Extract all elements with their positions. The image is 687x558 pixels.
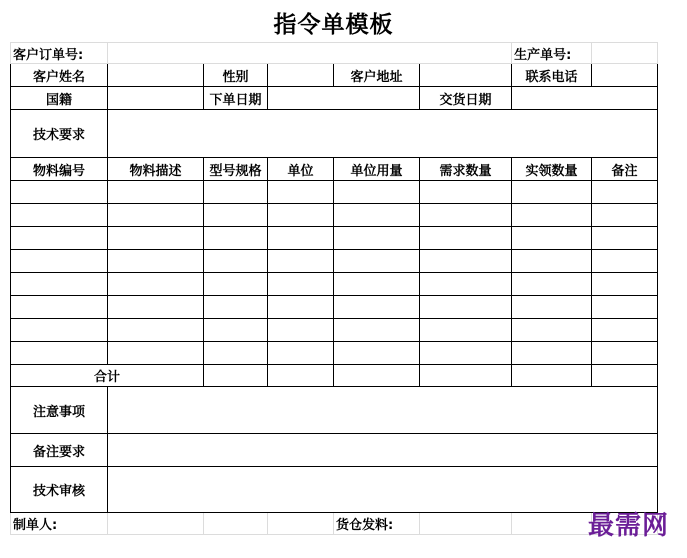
item-cell[interactable] (11, 227, 108, 250)
item-cell[interactable] (512, 273, 592, 296)
col-unit-usage: 单位用量 (334, 158, 420, 181)
col-received-qty: 实领数量 (512, 158, 592, 181)
item-cell[interactable] (108, 342, 204, 365)
item-cell[interactable] (268, 204, 334, 227)
notes-row (11, 387, 658, 434)
order-date-value[interactable] (268, 87, 420, 110)
total-cell[interactable] (268, 365, 334, 387)
item-cell[interactable] (592, 250, 658, 273)
item-row (11, 181, 658, 204)
tech-review-row (11, 467, 658, 513)
item-cell[interactable] (204, 319, 268, 342)
item-cell[interactable] (108, 181, 204, 204)
item-cell[interactable] (420, 273, 512, 296)
total-cell[interactable] (334, 365, 420, 387)
customer-address-value[interactable] (420, 64, 512, 87)
item-cell[interactable] (334, 227, 420, 250)
item-cell[interactable] (268, 319, 334, 342)
signature-row (11, 513, 658, 535)
item-cell[interactable] (108, 227, 204, 250)
item-cell[interactable] (420, 319, 512, 342)
item-row (11, 319, 658, 342)
watermark-logo: 最需网 (587, 511, 669, 541)
item-cell[interactable] (204, 342, 268, 365)
item-cell[interactable] (512, 250, 592, 273)
item-cell[interactable] (204, 273, 268, 296)
signature-blank (204, 513, 268, 535)
item-cell[interactable] (334, 319, 420, 342)
total-cell[interactable] (512, 365, 592, 387)
customer-row (11, 64, 658, 87)
item-cell[interactable] (592, 227, 658, 250)
item-cell[interactable] (11, 250, 108, 273)
tech-requirements-value[interactable] (108, 110, 658, 158)
dates-row (11, 87, 658, 110)
item-cell[interactable] (108, 204, 204, 227)
item-rows (11, 181, 658, 365)
item-row (11, 296, 658, 319)
notes-value[interactable] (108, 387, 658, 434)
item-cell[interactable] (268, 227, 334, 250)
notes-label: 注意事项 (11, 387, 108, 434)
item-cell[interactable] (204, 181, 268, 204)
item-cell[interactable] (334, 296, 420, 319)
item-cell[interactable] (204, 204, 268, 227)
tech-review-value[interactable] (108, 467, 658, 513)
item-cell[interactable] (268, 296, 334, 319)
col-required-qty: 需求数量 (420, 158, 512, 181)
item-cell[interactable] (268, 250, 334, 273)
item-cell[interactable] (420, 342, 512, 365)
nationality-label: 国籍 (11, 87, 108, 110)
contact-phone-label: 联系电话 (512, 64, 592, 87)
item-cell[interactable] (11, 204, 108, 227)
item-cell[interactable] (11, 342, 108, 365)
item-cell[interactable] (204, 296, 268, 319)
order-form-table (10, 42, 658, 535)
warehouse-issue-label: 货仓发料: (334, 513, 420, 535)
item-cell[interactable] (334, 273, 420, 296)
item-cell[interactable] (108, 273, 204, 296)
total-cell[interactable] (592, 365, 658, 387)
item-cell[interactable] (268, 181, 334, 204)
item-cell[interactable] (268, 342, 334, 365)
nationality-value[interactable] (108, 87, 204, 110)
item-cell[interactable] (592, 319, 658, 342)
item-cell[interactable] (512, 296, 592, 319)
item-cell[interactable] (334, 342, 420, 365)
production-no-label: 生产单号: (512, 43, 592, 64)
remark-requirements-row (11, 434, 658, 467)
col-unit: 单位 (268, 158, 334, 181)
item-row (11, 227, 658, 250)
item-cell[interactable] (334, 204, 420, 227)
item-cell[interactable] (420, 181, 512, 204)
gender-label: 性别 (204, 64, 268, 87)
item-cell[interactable] (592, 342, 658, 365)
item-cell[interactable] (512, 319, 592, 342)
item-cell[interactable] (420, 250, 512, 273)
total-cell[interactable] (204, 365, 268, 387)
item-row (11, 204, 658, 227)
form-title: 指令单模板 (273, 12, 394, 38)
item-cell[interactable] (420, 227, 512, 250)
item-cell[interactable] (11, 319, 108, 342)
tech-requirements-label: 技术要求 (11, 110, 108, 158)
item-cell[interactable] (11, 296, 108, 319)
item-cell[interactable] (108, 319, 204, 342)
item-cell[interactable] (334, 250, 420, 273)
order-date-label: 下单日期 (204, 87, 268, 110)
customer-name-value[interactable] (108, 64, 204, 87)
item-cell[interactable] (11, 181, 108, 204)
warehouse-issue-value[interactable] (420, 513, 512, 535)
item-cell[interactable] (108, 250, 204, 273)
remark-requirements-value[interactable] (108, 434, 658, 467)
remark-requirements-label: 备注要求 (11, 434, 108, 467)
preparer-label: 制单人: (11, 513, 108, 535)
contact-phone-value[interactable] (592, 64, 658, 87)
production-no-value[interactable] (592, 43, 658, 64)
order-no-label: 客户订单号: (11, 43, 108, 64)
item-cell[interactable] (592, 296, 658, 319)
col-model-spec: 型号规格 (204, 158, 268, 181)
item-row (11, 342, 658, 365)
item-cell[interactable] (592, 204, 658, 227)
item-row (11, 273, 658, 296)
order-form (10, 9, 657, 535)
item-cell[interactable] (420, 204, 512, 227)
col-material-no: 物料编号 (11, 158, 108, 181)
item-cell[interactable] (108, 296, 204, 319)
signature-blank (512, 513, 592, 535)
item-cell[interactable] (592, 181, 658, 204)
items-header-row (11, 158, 658, 181)
tech-requirements-row (11, 110, 658, 158)
item-cell[interactable] (11, 273, 108, 296)
total-cell[interactable] (420, 365, 512, 387)
item-cell[interactable] (420, 296, 512, 319)
signature-blank (268, 513, 334, 535)
delivery-date-label: 交货日期 (420, 87, 512, 110)
tech-review-label: 技术审核 (11, 467, 108, 513)
item-cell[interactable] (268, 273, 334, 296)
customer-name-label: 客户姓名 (11, 64, 108, 87)
item-cell[interactable] (592, 273, 658, 296)
item-cell[interactable] (512, 204, 592, 227)
item-cell[interactable] (512, 342, 592, 365)
col-remarks: 备注 (592, 158, 658, 181)
preparer-value[interactable] (108, 513, 204, 535)
item-cell[interactable] (204, 250, 268, 273)
customer-address-label: 客户地址 (334, 64, 420, 87)
delivery-date-value[interactable] (512, 87, 658, 110)
item-cell[interactable] (204, 227, 268, 250)
header-info-row (11, 43, 658, 64)
item-row (11, 250, 658, 273)
total-row (11, 365, 658, 387)
col-material-desc: 物料描述 (108, 158, 204, 181)
gender-value[interactable] (268, 64, 334, 87)
order-no-value[interactable] (108, 43, 512, 64)
total-label: 合计 (11, 365, 204, 387)
item-cell[interactable] (512, 227, 592, 250)
item-cell[interactable] (334, 181, 420, 204)
item-cell[interactable] (512, 181, 592, 204)
